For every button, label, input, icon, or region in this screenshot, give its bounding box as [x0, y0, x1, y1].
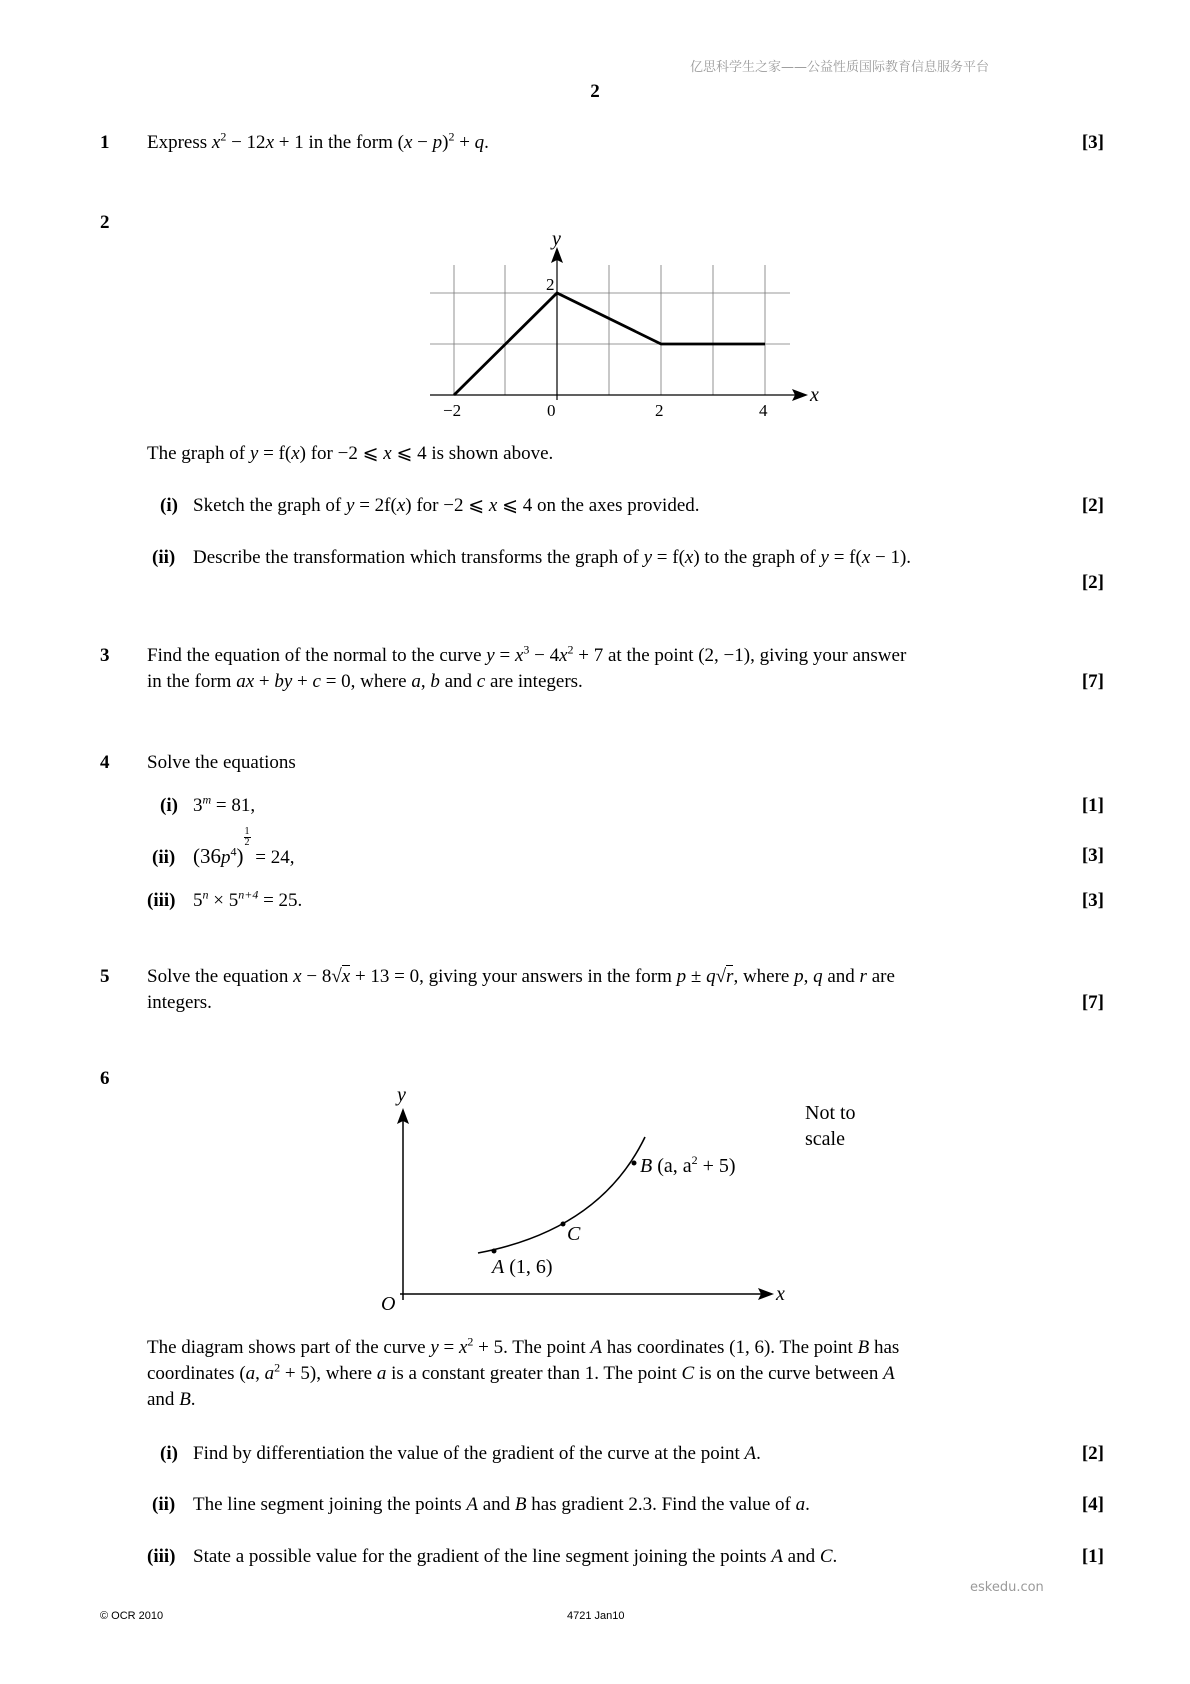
q6-intro: The diagram shows part of the curve $y = x^2 + 5$. The point A has coordinates (1, 6). The point B has coordinates (a, $a^2 + 5$), where a is a constant greater than 1. The point C is on the curve between A and B.	[147, 1334, 900, 1410]
q6-i-marks: [2]	[1081, 1443, 1104, 1464]
q2-ii: (ii) Describe the transformation which transforms the graph of y = f(x) to the graph of y = f(x − 1).	[152, 547, 912, 568]
q6-iii-marks: [1]	[1081, 1546, 1104, 1567]
q2-x-tick-neg2: −2	[443, 401, 462, 420]
q4-ii-half-exponent: $\frac{1}{2}$	[244, 826, 250, 848]
footer-code: 4721 Jan10	[567, 1610, 625, 1622]
page-number: 2	[590, 81, 600, 102]
q1-number: 1	[100, 132, 110, 153]
q6-not-to-scale-line2: scale	[805, 1128, 845, 1150]
q2-i: (i) Sketch the graph of y = 2f(x) for −2 ⩽ x ⩽ 4 on the axes provided.	[160, 495, 700, 516]
q6-y-label: y	[397, 1084, 406, 1106]
q6-curve	[478, 1137, 645, 1253]
q6-ii-marks: [4]	[1081, 1494, 1104, 1515]
q3-number: 3	[100, 645, 110, 666]
q2-i-marks: [2]	[1081, 495, 1104, 516]
q2-ii-marks: [2]	[1081, 572, 1104, 593]
q6-ii: (ii) The line segment joining the points A and B has gradient 2.3. Find the value of a.	[152, 1494, 810, 1515]
q2-number: 2	[100, 212, 110, 233]
q6-x-label: x	[776, 1283, 785, 1305]
q4-number: 4	[100, 752, 110, 773]
q4-i: (i) $3^m = 81$,	[160, 792, 256, 816]
q6-origin-label: O	[381, 1293, 396, 1315]
watermark-bottom: eskedu.con	[970, 1580, 1044, 1595]
q4-ii: (ii) $(36p^4)$ $\frac{1}{2}$ = 24,	[152, 826, 295, 868]
q2-x-tick-4: 4	[759, 401, 768, 420]
q6-point-a	[492, 1249, 497, 1254]
q2-y-tick-2: 2	[546, 275, 555, 294]
q6-label-c: C	[567, 1223, 581, 1245]
q4-iii: (iii) $5^n \times 5^{n+4} = 25$.	[147, 887, 303, 911]
watermark-top: 亿思科学生之家——公益性质国际教育信息服务平台	[690, 60, 990, 75]
q6-number: 6	[100, 1068, 110, 1089]
q4-intro: Solve the equations	[147, 752, 296, 773]
footer-copyright: © OCR 2010	[100, 1610, 164, 1622]
q6-point-b	[632, 1161, 637, 1166]
q4-iii-marks: [3]	[1081, 890, 1104, 911]
q2-y-label: y	[552, 228, 561, 250]
q5-text-line2: integers.	[147, 992, 212, 1013]
q1-text: Express $x^2 - 12x + 1$ in the form $(x - p)^2 + q$.	[147, 129, 489, 153]
q6-i: (i) Find by differentiation the value of the gradient of the curve at the point A.	[160, 1443, 761, 1464]
q5-text-line1: Solve the equation x − 8√x + 13 = 0, giving your answers in the form p ± q√r, where p, q and r are	[147, 966, 895, 987]
q2-grid	[430, 265, 790, 395]
q4-i-marks: [1]	[1081, 795, 1104, 816]
q5-number: 5	[100, 966, 110, 987]
q6-not-to-scale-line1: Not to	[805, 1102, 856, 1124]
q2-intro: The graph of y = f(x) for −2 ⩽ x ⩽ 4 is shown above.	[147, 443, 554, 464]
q6-graph	[370, 1080, 856, 1320]
q2-x-tick-0: 0	[547, 401, 556, 420]
q6-label-b: B (a, $a^2 + 5$)	[640, 1153, 736, 1177]
q4-ii-marks: [3]	[1081, 845, 1104, 866]
q2-x-tick-2: 2	[655, 401, 664, 420]
q1-marks: [3]	[1081, 132, 1104, 153]
q2-graph	[420, 225, 830, 425]
q3-text-line1: Find the equation of the normal to the curve $y = x^3 - 4x^2 + 7$ at the point (2, −1), giving your answer	[147, 642, 907, 666]
q3-text-line2: in the form ax + by + c = 0, where a, b and c are integers.	[147, 671, 583, 692]
q6-point-c	[561, 1222, 566, 1227]
q6-label-a: A (1, 6)	[492, 1256, 553, 1278]
q2-x-label: x	[810, 384, 819, 406]
q5-marks: [7]	[1081, 992, 1104, 1013]
q6-iii: (iii) State a possible value for the gradient of the line segment joining the points A and C.	[147, 1546, 838, 1567]
q3-marks: [7]	[1081, 671, 1104, 692]
